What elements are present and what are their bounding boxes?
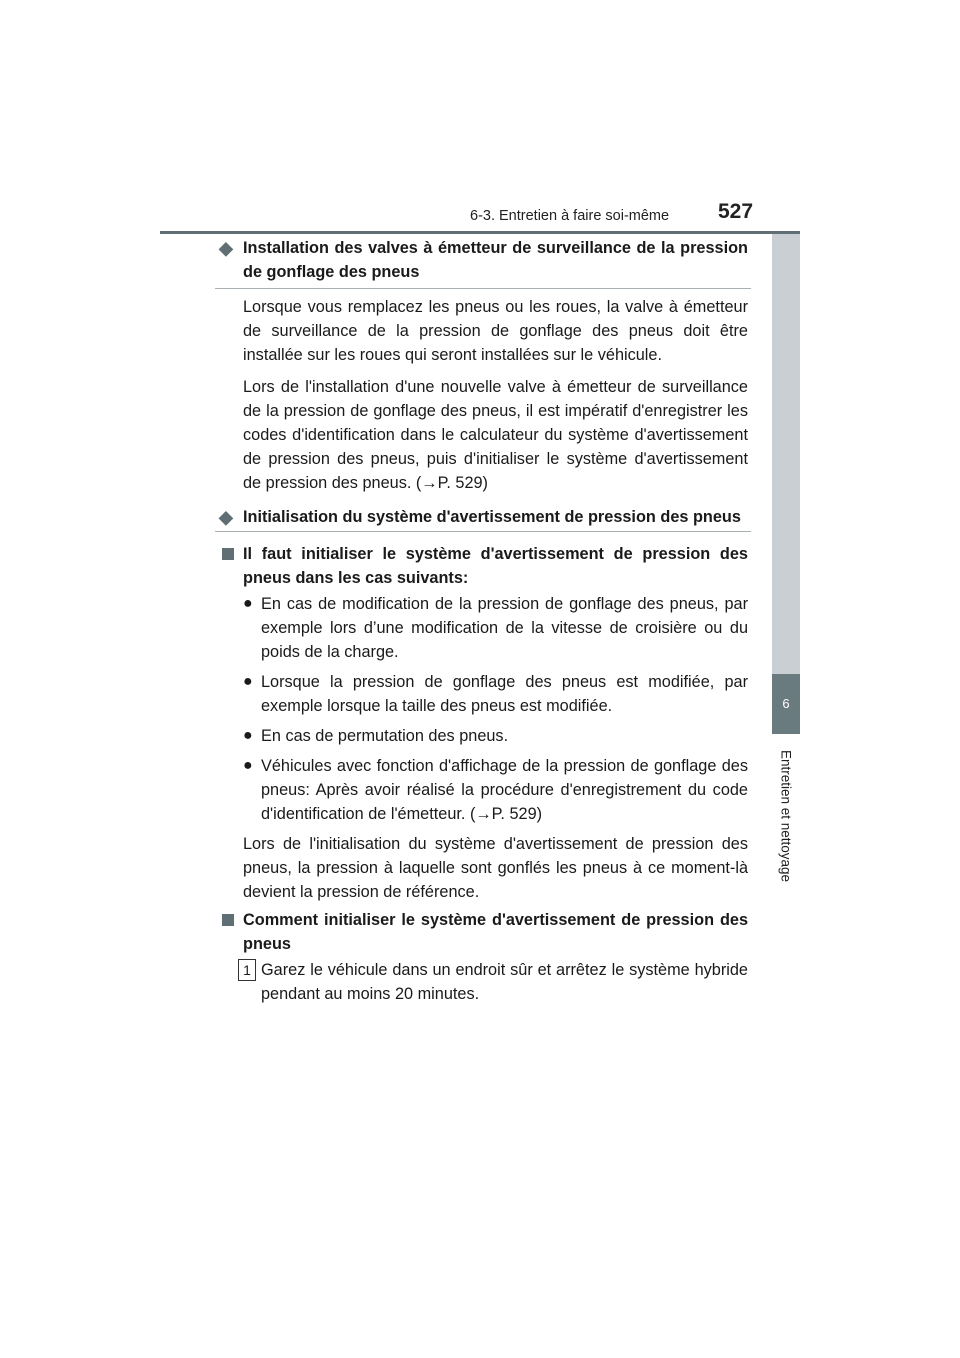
header-section-title: 6-3. Entretien à faire soi-même	[470, 208, 670, 224]
heading-text: Installation des valves à émetteur de surveillance de la pression de gonflage des pneus	[243, 239, 748, 281]
subheading-text: Comment initialiser le système d'avertissement de pression des pneus	[243, 911, 748, 953]
section-heading-valves	[218, 236, 748, 284]
bullet-icon: ●	[243, 673, 253, 690]
subheading-text: Il faut initialiser le système d'avertissement de pression des pneus dans les cas suivants:	[243, 545, 748, 587]
chapter-title-tab[interactable]	[772, 734, 800, 894]
list-item	[243, 724, 748, 748]
list-item-text: En cas de permutation des pneus.	[261, 727, 509, 745]
diamond-icon: ◆	[219, 507, 233, 527]
step-number-box: 1	[238, 959, 256, 981]
page-content	[218, 236, 748, 1006]
diamond-icon: ◆	[219, 238, 233, 258]
list-item	[243, 592, 748, 664]
bullet-icon: ●	[243, 757, 253, 774]
heading-text: Initialisation du système d'avertissement de pression des pneus	[243, 508, 741, 526]
list-item-text: En cas de modification de la pression de gonflage des pneus, par exemple lors d’une modification de la vitesse de croisière ou du poids de la charge.	[261, 595, 748, 661]
section-rule	[215, 531, 751, 532]
header-rule	[160, 231, 800, 234]
bullet-icon: ●	[243, 595, 253, 612]
list-item	[243, 754, 748, 826]
step-1	[218, 958, 748, 1006]
square-bullet-icon	[222, 548, 234, 560]
paragraph: Lorsque vous remplacez les pneus ou les roues, la valve à émetteur de surveillance de la pression de gonflage des pneus doit être installée sur les roues qui seront installées sur le véhicule.	[243, 298, 748, 364]
list-item-text: Lorsque la pression de gonflage des pneus est modifiée, par exemple lorsque la taille des pneus est modifiée.	[261, 673, 748, 715]
page-number: 527	[718, 200, 754, 223]
section-rule	[215, 288, 751, 289]
step-text: Garez le véhicule dans un endroit sûr et arrêtez le système hybride pendant au moins 20 minutes.	[261, 961, 748, 1003]
chapter-tab-upper	[772, 234, 800, 674]
chapter-number-tab[interactable]: 6	[772, 674, 800, 734]
list-item-text: Véhicules avec fonction d'affichage de la pression de gonflage des pneus: Après avoir réalisé la procédure d'enregistrement du code d'identification de l'émetteur. (→P. 529)	[261, 757, 748, 823]
bullet-icon: ●	[243, 727, 253, 744]
subheading-how-to	[218, 908, 748, 956]
subheading-cases	[218, 542, 748, 590]
paragraph: Lors de l'installation d'une nouvelle valve à émetteur de surveillance de la pression de gonflage des pneus, il est impératif d'enregistrer les codes d'identification dans le calculateur du système d'avertissement de pression des pneus, puis d'initialiser le système d'avertissement de pression des pneus. (→P. 529)	[243, 378, 748, 492]
list-item	[243, 670, 748, 718]
section-heading-initialisation	[218, 505, 748, 529]
bullet-list	[243, 592, 748, 826]
paragraph: Lors de l'initialisation du système d'avertissement de pression des pneus, la pression à laquelle sont gonflés les pneus à ce moment-là devient la pression de référence.	[243, 835, 748, 901]
chapter-title: Entretien et nettoyage	[778, 749, 794, 883]
square-bullet-icon	[222, 914, 234, 926]
